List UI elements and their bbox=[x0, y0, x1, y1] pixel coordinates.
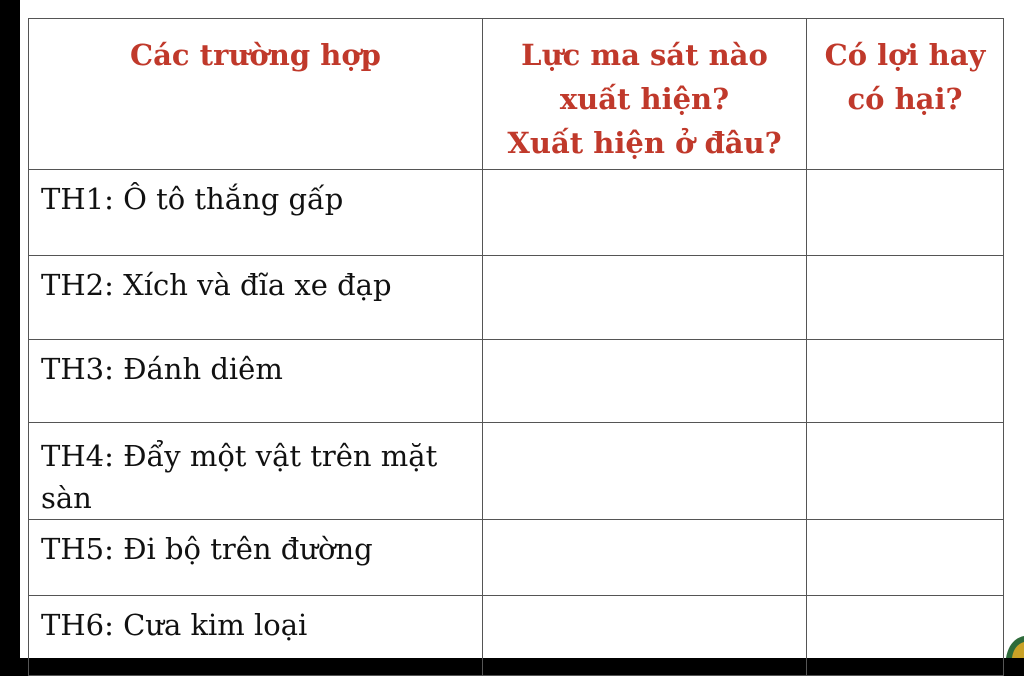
worksheet bbox=[20, 0, 1024, 658]
friction-answer-cell[interactable] bbox=[483, 340, 807, 423]
benefit-answer-cell[interactable] bbox=[807, 520, 1004, 596]
case-cell: TH2: Xích và đĩa xe đạp bbox=[29, 256, 483, 340]
benefit-answer-cell[interactable] bbox=[807, 423, 1004, 520]
friction-answer-cell[interactable] bbox=[483, 170, 807, 256]
header-friction-type: Lực ma sát nào xuất hiện? Xuất hiện ở đâu? bbox=[483, 19, 807, 170]
table-row bbox=[29, 520, 1004, 596]
header-cases: Các trường hợp bbox=[29, 19, 483, 170]
table-row bbox=[29, 423, 1004, 520]
table-row bbox=[29, 170, 1004, 256]
table-row bbox=[29, 596, 1004, 676]
case-cell: TH1: Ô tô thắng gấp bbox=[29, 170, 483, 256]
benefit-answer-cell[interactable] bbox=[807, 596, 1004, 676]
friction-cases-table bbox=[28, 18, 1004, 676]
benefit-answer-cell[interactable] bbox=[807, 170, 1004, 256]
case-cell: TH4: Đẩy một vật trên mặt sàn bbox=[29, 423, 483, 520]
friction-answer-cell[interactable] bbox=[483, 423, 807, 520]
header-benefit-harm: Có lợi hay có hại? bbox=[807, 19, 1004, 170]
corner-decoration-icon bbox=[1002, 628, 1024, 658]
table-row bbox=[29, 340, 1004, 423]
friction-answer-cell[interactable] bbox=[483, 520, 807, 596]
benefit-answer-cell[interactable] bbox=[807, 256, 1004, 340]
case-cell: TH6: Cưa kim loại bbox=[29, 596, 483, 676]
case-cell: TH3: Đánh diêm bbox=[29, 340, 483, 423]
friction-answer-cell[interactable] bbox=[483, 596, 807, 676]
benefit-answer-cell[interactable] bbox=[807, 340, 1004, 423]
friction-answer-cell[interactable] bbox=[483, 256, 807, 340]
table-row bbox=[29, 256, 1004, 340]
table-header-row bbox=[29, 19, 1004, 170]
case-cell: TH5: Đi bộ trên đường bbox=[29, 520, 483, 596]
